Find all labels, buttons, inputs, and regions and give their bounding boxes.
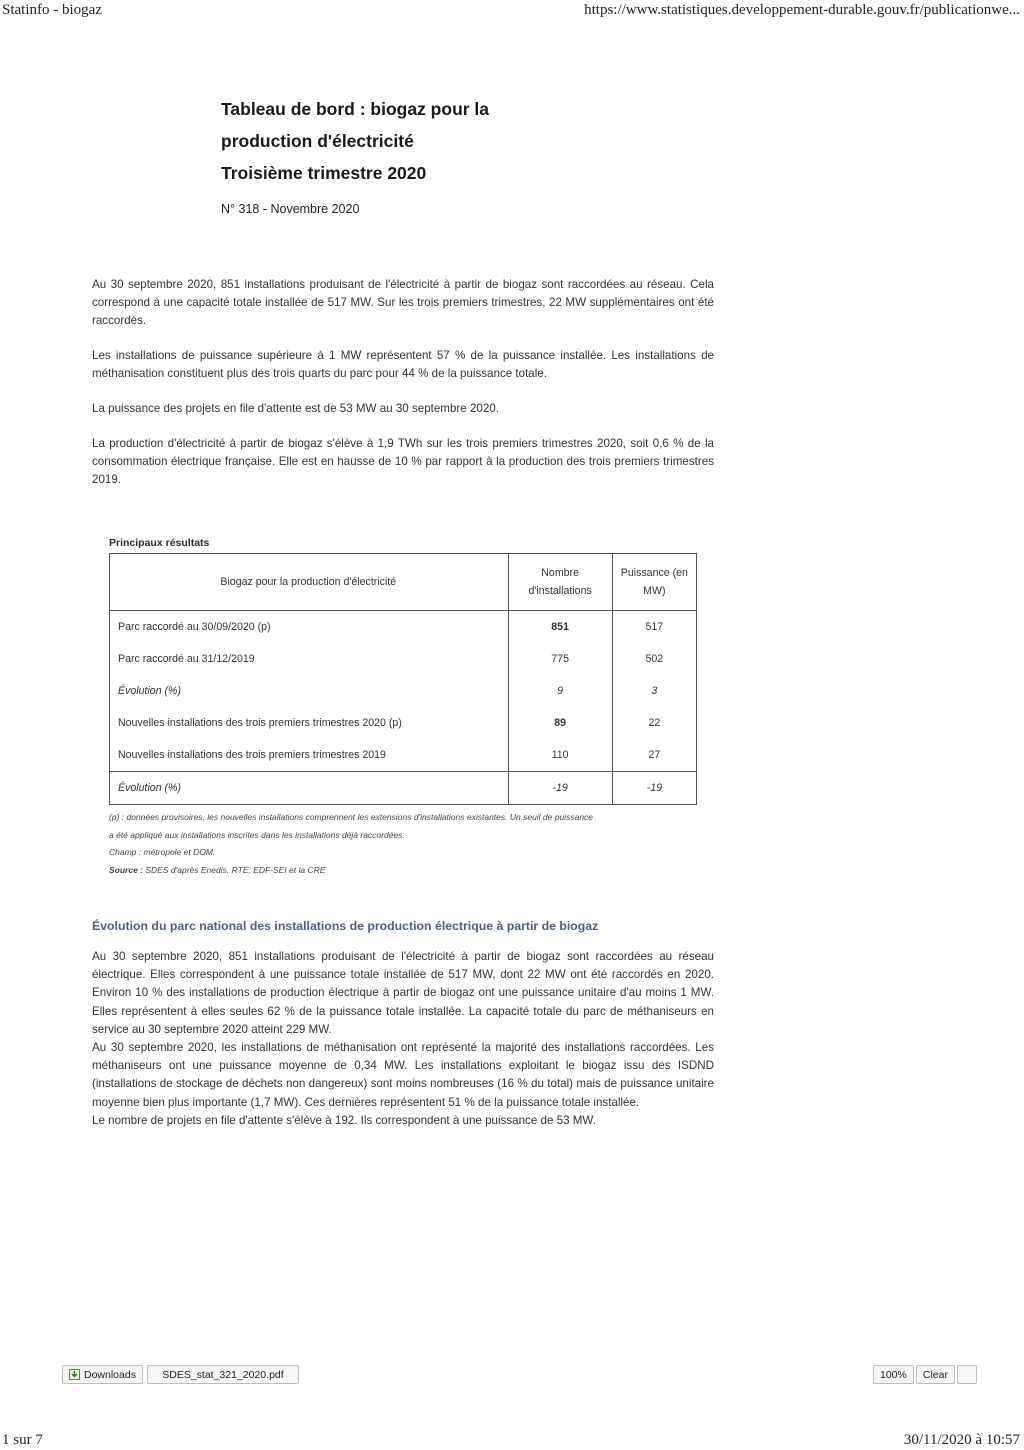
section-body [92,948,714,1130]
table-notes [109,809,697,879]
print-footer-page: 1 sur 7 [2,1432,43,1448]
table-row [110,611,697,644]
row-count: 775 [508,643,612,675]
results-table-block [109,537,697,879]
row-count: 110 [508,739,612,772]
summary-paragraph: Au 30 septembre 2020, 851 installations produisant de l'électricité à partir de biogaz sont raccordées au réseau. Cela correspond à une capacité totale installée de 517 MW. Sur les trois premiers trimestres, 22 MW supplémentaires ont été raccordés. [92,278,714,327]
download-icon [69,1369,80,1380]
table-header-cell: Nombre d'installations [508,554,612,611]
document-title-line: Troisième trimestre 2020 [221,163,427,183]
row-power: 27 [612,739,696,772]
downloads-label: Downloads [84,1368,136,1381]
document-title-line: production d'électricité [221,131,414,151]
section-heading: Évolution du parc national des installations de production électrique à partir de biogaz [92,919,599,933]
table-row [110,675,697,707]
table-note: a été appliqué aux installations inscrites dans les installations déjà raccordées. [109,829,405,840]
row-power: -19 [612,772,696,805]
blank-button[interactable] [957,1365,977,1384]
table-header-row [110,554,697,611]
table-header-cell: Puissance (en MW) [612,554,696,611]
row-label: Évolution (%) [110,772,509,805]
pdf-toolbar-right [873,1365,977,1384]
table-row [110,643,697,675]
table-row [110,772,697,805]
print-header-title: Statinfo - biogaz [2,2,102,18]
section-paragraph: Le nombre de projets en file d'attente s'élève à 192. Ils correspondent à une puissance de 53 MW. [92,1113,596,1127]
summary-paragraph: La production d'électricité à partir de biogaz s'élève à 1,9 TWh sur les trois premiers trimestres 2020, soit 0,6 % de la consommation électrique française. Elle est en hausse de 10 % par rapport à la production des trois premiers trimestres 2019. [92,437,714,486]
source-label: Source : [109,864,144,875]
file-label: SDES_stat_321_2020.pdf [162,1368,284,1381]
print-footer-datetime: 30/11/2020 à 10:57 [903,1432,1020,1448]
row-power: 22 [612,707,696,739]
table-row [110,707,697,739]
clear-label: Clear [922,1368,948,1381]
row-power: 3 [612,675,696,707]
file-button[interactable] [147,1365,299,1384]
table-row [110,739,697,772]
document-title [221,93,641,189]
document-title-line: Tableau de bord : biogaz pour la [221,99,490,119]
row-label: Nouvelles installations des trois premiers trimestres 2020 (p) [118,717,402,729]
table-source [109,862,697,880]
summary-paragraph: Les installations de puissance supérieure à 1 MW représentent 57 % de la puissance installée. Les installations de méthanisation constituent plus des trois quarts du parc pour 44 % de la puissance totale. [92,349,714,380]
clear-button[interactable] [916,1365,955,1384]
downloads-button[interactable] [62,1365,143,1384]
table-header-cell: Biogaz pour la production d'électricité [110,554,509,611]
row-power: 502 [612,643,696,675]
row-count: 9 [508,675,612,707]
row-power: 517 [612,611,696,644]
summary-section [92,276,714,506]
row-count: 89 [508,707,612,739]
zoom-label: 100% [880,1368,907,1381]
print-header-url: https://www.statistiques.developpement-durable.gouv.fr/publicationwe... [584,2,1020,18]
summary-paragraph: La puissance des projets en file d'attente est de 53 MW au 30 septembre 2020. [92,402,499,415]
results-table [109,553,697,805]
row-count: 851 [508,611,612,644]
document-number: N° 318 - Novembre 2020 [221,202,360,216]
section-paragraph: Au 30 septembre 2020, 851 installations produisant de l'électricité à partir de biogaz sont raccordées au réseau électrique. Elles correspondent à une puissance totale installée de 517 MW, dont 22 MW ont été raccordés en 2020. Environ 10 % des installations de production électrique à partir de biogaz ont une puissance unitaire d'au moins 1 MW. Elles représentent à elles seules 62 % de la puissance totale installée. La capacité totale du parc de méthaniseurs en service au 30 septembre 2020 atteint 229 MW. [92,950,714,1036]
section-paragraph: Au 30 septembre 2020, les installations de méthanisation ont représenté la majorité des installations raccordées. Les méthaniseurs ont une puissance moyenne de 0,34 MW. Les installations exploitant le biogaz issu des ISDND (installations de stockage de déchets non dangereux) sont moins nombreuses (16 % du total) mais de puissance unitaire moyenne bien plus importante (1,7 MW). Ces dernières représentent 51 % de la puissance totale installée. [92,1041,714,1109]
table-note: (p) : données provisoires, les nouvelles installations comprennent les extensions d'installations existantes. Un seuil de puissance [109,812,594,822]
pdf-toolbar-left [62,1365,299,1384]
table-note: Champ : métropole et DOM. [109,847,216,857]
results-table-title: Principaux résultats [109,537,210,549]
source-text: SDES d'après Enedis, RTE, EDF-SEI et la CRE [145,864,326,875]
row-label: Parc raccordé au 30/09/2020 (p) [118,621,271,633]
row-count: -19 [508,772,612,805]
row-label: Nouvelles installations des trois premiers trimestres 2019 [118,749,386,761]
row-label: Parc raccordé au 31/12/2019 [118,653,255,665]
zoom-button[interactable] [873,1365,914,1384]
row-label: Évolution (%) [118,685,181,697]
